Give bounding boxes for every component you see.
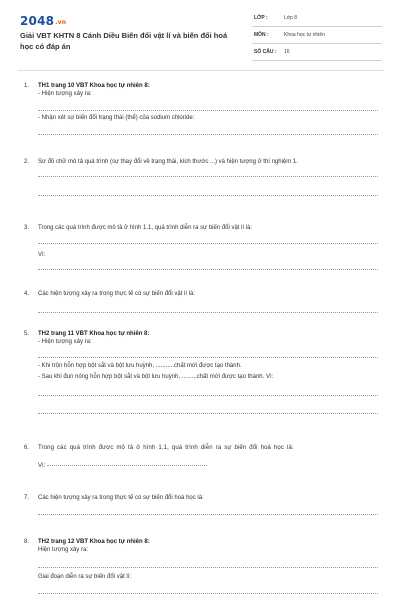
worksheet-meta (252, 12, 382, 61)
worksheet-header (0, 0, 400, 70)
answer-line[interactable] (38, 593, 378, 594)
answer-line[interactable] (38, 312, 378, 313)
question-number: 3. (24, 225, 30, 231)
meta-row-subject (252, 29, 382, 44)
meta-value: 16 (284, 49, 290, 55)
question-text: Các hiện tượng xảy ra trong thực tế có sự biến đổi hoá học là: (38, 495, 204, 501)
question-subprompt: Giai đoạn diễn ra sự biến đổi vật lí: (38, 574, 132, 580)
question-number: 8. (24, 539, 30, 545)
answer-line[interactable] (38, 395, 378, 396)
site-logo[interactable]: 2048.vn (20, 14, 67, 28)
question-number: 5. (24, 331, 30, 337)
answer-line[interactable] (38, 243, 378, 244)
meta-row-class (252, 12, 382, 27)
answer-line[interactable] (38, 269, 378, 270)
answer-line[interactable] (38, 195, 378, 196)
question-text: Trong các quá trình được mô tả ở hình 1.1, quá trình diễn ra sự biến đổi vật lí là: (38, 225, 253, 231)
question-number: 6. (24, 445, 30, 451)
answer-line[interactable] (38, 110, 378, 111)
question-subprompt: - Sau khi đun nóng hỗn hợp bột sắt và bột lưu huỳnh, .........chất mới được tạo thành. Vì: (38, 374, 274, 380)
question-title: TH2 trang 12 VBT Khoa học tự nhiên 8: (38, 539, 150, 545)
question-subprompt: - Nhận xét sự biến đổi trạng thái (thể) của sodium chloride: (38, 115, 195, 121)
answer-line[interactable] (38, 134, 378, 135)
answer-label: Vì: (38, 463, 46, 469)
question-number: 1. (24, 83, 30, 89)
question-number: 7. (24, 495, 30, 501)
answer-row (38, 462, 380, 470)
question-number: 4. (24, 291, 30, 297)
question-subprompt: - Hiện tượng xảy ra: (38, 339, 92, 345)
meta-key: SỐ CÂU : (254, 49, 277, 55)
question-subprompt: - Hiện tượng xảy ra: (38, 91, 92, 97)
answer-line[interactable] (38, 413, 378, 414)
question-text: Sơ đồ chữ mô tả quá trình (sự thay đổi về trạng thái, kích thước ...) và hiện tượng ở thí nghiệm 1. (38, 159, 298, 165)
header-divider (18, 70, 384, 71)
meta-row-question-count (252, 46, 382, 61)
meta-value: Khoa học tự nhiên (284, 32, 325, 38)
worksheet-title: Giải VBT KHTN 8 Cánh Diều Biến đổi vật lí và biến đổi hoá học có đáp án (20, 31, 228, 51)
answer-line[interactable] (38, 514, 378, 515)
meta-value: Lớp 8 (284, 15, 298, 21)
meta-key: LỚP : (254, 15, 268, 21)
answer-line[interactable] (38, 176, 378, 177)
answer-line[interactable] (38, 357, 378, 358)
question-title: TH1 trang 10 VBT Khoa học tự nhiên 8: (38, 83, 150, 89)
answer-label: Vì: (38, 252, 46, 258)
meta-key: MÔN : (254, 32, 269, 38)
question-number: 2. (24, 159, 30, 165)
question-subprompt: Hiện tượng xảy ra: (38, 547, 88, 553)
question-title: TH2 trang 11 VBT Khoa học tự nhiên 8: (38, 331, 150, 337)
question-text: Các hiện tượng xảy ra trong thực tế có sự biến đổi vật lí là: (38, 291, 196, 297)
answer-line[interactable] (47, 465, 207, 466)
question-subprompt: - Khi trộn hỗn hợp bột sắt và bột lưu huỳnh, ...........chất mới được tạo thành. (38, 363, 242, 369)
answer-line[interactable] (38, 567, 378, 568)
question-text: Trong các quá trình được mô tả ở hình 1.1, quá trình diễn ra sự biến đổi hoá học là: (38, 445, 294, 451)
